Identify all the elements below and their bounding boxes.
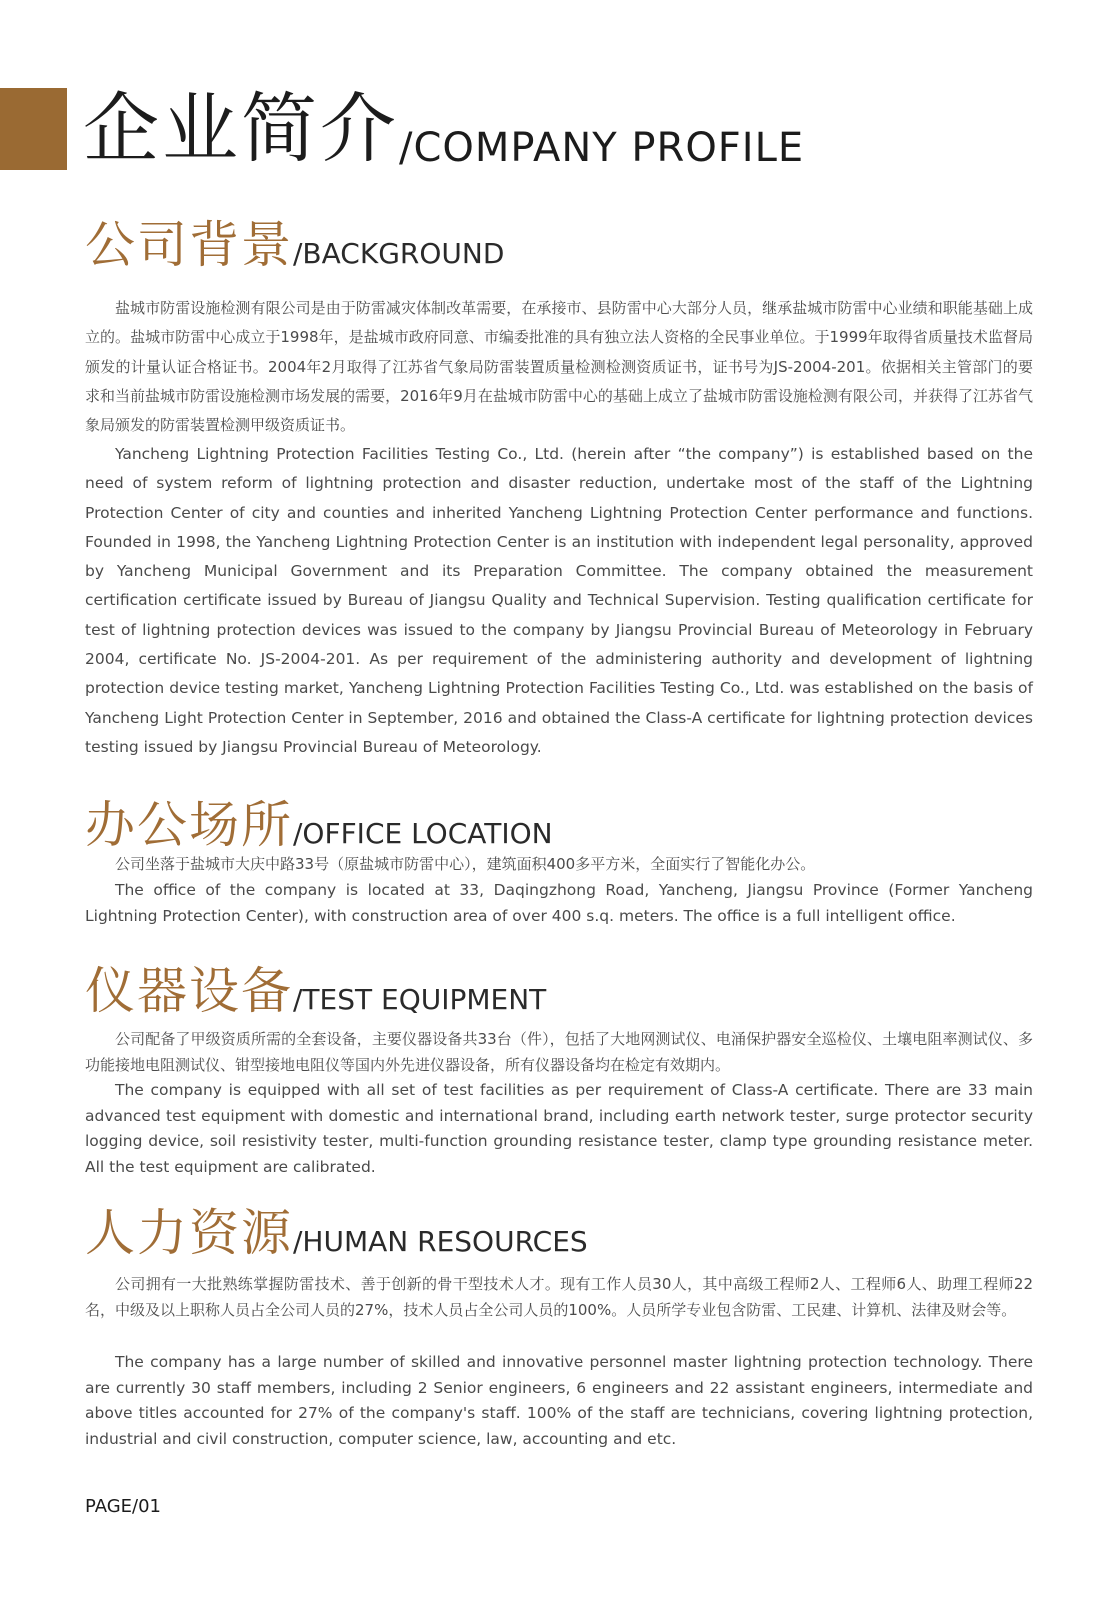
page-number: PAGE/01: [85, 1496, 161, 1517]
section-title-background: [85, 217, 504, 273]
background-paragraph-cn: 盐城市防雷设施检测有限公司是由于防雷减灾体制改革需要，在承接市、县防雷中心大部分人员，继承盐城市防雷中心业绩和职能基础上成立的。盐城市防雷中心成立于1998年，是盐城市政府同意、市编委批准的具有独立法人资格的全民事业单位。于1999年取得省质量技术监督局颁发的计量认证合格证书。2004年2月取得了江苏省气象局防雷装置质量检测检测资质证书，证书号为JS-2004-201。依据相关主管部门的要求和当前盐城市防雷设施检测市场发展的需要，2016年9月在盐城市防雷中心的基础上成立了盐城市防雷设施检测有限公司，并获得了江苏省气象局颁发的防雷装置检测甲级资质证书。: [85, 299, 1033, 435]
section-title-cn: 人力资源: [85, 1204, 293, 1262]
office-paragraph-cn: 公司坐落于盐城市大庆中路33号（原盐城市防雷中心），建筑面积400多平方米，全面实行了智能化办公。: [115, 855, 816, 873]
section-title-en: /HUMAN RESOURCES: [293, 1225, 588, 1258]
section-title-en: /OFFICE LOCATION: [293, 817, 553, 850]
section-title-hr: [85, 1205, 588, 1261]
hr-paragraph-en: The company has a large number of skilled and innovative personnel master lightning protection technology. There are currently 30 staff members, including 2 Senior engineers, 6 engineers and 22 assistant engineers, intermediate and above titles accounted for 27% of the company's staff. 100% of the staff are technicians, covering lightning protection, industrial and civil construction, computer science, law, accounting and etc.: [85, 1353, 1033, 1449]
section-title-en: /TEST EQUIPMENT: [293, 983, 547, 1016]
page-title-cn: 企业简介: [83, 84, 399, 173]
section-title-cn: 仪器设备: [85, 962, 293, 1020]
section-title-cn: 办公场所: [85, 796, 293, 854]
section-title-equipment: [85, 963, 546, 1019]
page-title-en: /COMPANY PROFILE: [399, 125, 805, 171]
section-title-cn: 公司背景: [85, 216, 293, 274]
equipment-paragraph-en: The company is equipped with all set of test facilities as per requirement of Class-A certificate. There are 33 main advanced test equipment with domestic and international brand, including earth network tester, surge protector security logging device, soil resistivity tester, multi-function grounding resistance tester, clamp type grounding resistance meter. All the test equipment are calibrated.: [85, 1081, 1033, 1177]
equipment-paragraph-cn: 公司配备了甲级资质所需的全套设备，主要仪器设备共33台（件），包括了大地网测试仪、电涌保护器安全巡检仪、土壤电阻率测试仪、多功能接地电阻测试仪、钳型接地电阻仪等国内外先进仪器设备，所有仪器设备均在检定有效期内。: [85, 1030, 1033, 1074]
page-title: [83, 84, 805, 173]
hr-paragraph-cn: 公司拥有一大批熟练掌握防雷技术、善于创新的骨干型技术人才。现有工作人员30人，其中高级工程师2人、工程师6人、助理工程师22名，中级及以上职称人员占全公司人员的27%，技术人员占全公司人员的100%。人员所学专业包含防雷、工民建、计算机、法律及财会等。: [85, 1275, 1033, 1319]
background-paragraph-en: Yancheng Lightning Protection Facilities Testing Co., Ltd. (herein after “the company”) is established based on the need of system reform of lightning protection and disaster reduction, undertake most of the staff of the Lightning Protection Center of city and counties and inherited Yancheng Lightning Protection Center performance and functions. Founded in 1998, the Yancheng Lightning Protection Center is an institution with independent legal personality, approved by Yancheng Municipal Government and its Preparation Committee. The company obtained the measurement certification certificate issued by Bureau of Jiangsu Quality and Technical Supervision. Testing qualification certificate for test of lightning protection devices was issued to the company by Jiangsu Provincial Bureau of Meteorology in February 2004, certificate No. JS-2004-201. As per requirement of the administering authority and development of lightning protection device testing market, Yancheng Lightning Protection Facilities Testing Co., Ltd. was established on the basis of Yancheng Light Protection Center in September, 2016 and obtained the Class-A certificate for lightning protection devices testing issued by Jiangsu Provincial Bureau of Meteorology.: [85, 445, 1033, 756]
office-paragraph-en: The office of the company is located at 33, Daqingzhong Road, Yancheng, Jiangsu Province (Former Yancheng Lightning Protection Center), with construction area of over 400 s.q. meters. The office is a full intelligent office.: [85, 881, 1033, 925]
section-title-en: /BACKGROUND: [293, 237, 505, 270]
brand-accent-bar: [0, 88, 67, 170]
section-title-office: [85, 797, 553, 853]
